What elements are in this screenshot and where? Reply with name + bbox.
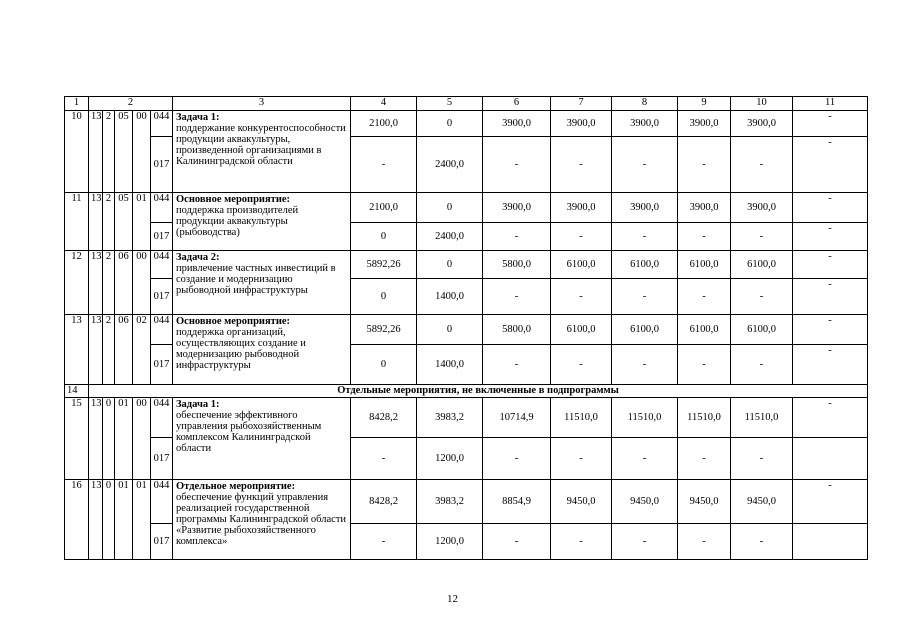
value-cell: -: [551, 345, 612, 385]
value-cell: 9450,0: [551, 480, 612, 524]
value-cell: 6100,0: [731, 315, 793, 345]
row-number: 11: [65, 193, 89, 251]
value-cell: -: [483, 345, 551, 385]
value-cell: 6100,0: [678, 251, 731, 279]
table-row: [65, 315, 868, 345]
table-row: [65, 251, 868, 279]
value-cell: 0: [417, 315, 483, 345]
row-number: 15: [65, 398, 89, 480]
value-cell: 0: [417, 251, 483, 279]
table-row: [65, 480, 868, 524]
value-cell: 3900,0: [483, 193, 551, 223]
value-cell: 9450,0: [612, 480, 678, 524]
value-cell: 6100,0: [612, 315, 678, 345]
value-cell: -: [793, 137, 868, 193]
header-cell: 1: [65, 97, 89, 111]
value-cell: -: [483, 223, 551, 251]
item-title: Задача 1:: [176, 399, 220, 410]
value-cell: 11510,0: [551, 398, 612, 438]
value-cell: 6100,0: [731, 251, 793, 279]
value-cell: 3900,0: [678, 111, 731, 137]
budget-code: 044: [151, 193, 173, 223]
budget-code: 017: [151, 279, 173, 315]
value-cell: -: [678, 524, 731, 560]
value-cell: 2100,0: [351, 111, 417, 137]
value-cell: -: [793, 279, 868, 315]
value-cell: -: [793, 398, 868, 438]
value-cell: 11510,0: [731, 398, 793, 438]
item-title: Основное мероприятие:: [176, 194, 291, 205]
value-cell: -: [551, 279, 612, 315]
value-cell: -: [351, 524, 417, 560]
value-cell: -: [793, 315, 868, 345]
value-cell: -: [731, 279, 793, 315]
description-cell: [173, 480, 351, 560]
code-cell: 13: [89, 398, 103, 480]
value-cell: 5800,0: [483, 315, 551, 345]
value-cell: -: [678, 345, 731, 385]
value-cell: -: [678, 279, 731, 315]
value-cell: 3983,2: [417, 480, 483, 524]
header-cell: 3: [173, 97, 351, 111]
value-cell: -: [612, 438, 678, 480]
code-cell: 13: [89, 111, 103, 193]
row-number: 14: [65, 385, 89, 398]
value-cell: 6100,0: [678, 315, 731, 345]
value-cell: -: [483, 279, 551, 315]
code-cell: 01: [133, 480, 151, 560]
budget-code: 044: [151, 480, 173, 524]
header-cell: 9: [678, 97, 731, 111]
value-cell: 0: [417, 193, 483, 223]
code-cell: 2: [103, 111, 115, 193]
value-cell: -: [793, 480, 868, 524]
code-cell: 06: [115, 251, 133, 315]
value-cell: 11510,0: [612, 398, 678, 438]
value-cell: -: [612, 137, 678, 193]
value-cell: 2400,0: [417, 137, 483, 193]
value-cell: -: [731, 223, 793, 251]
description-cell: [173, 193, 351, 251]
header-cell: 5: [417, 97, 483, 111]
value-cell: 3983,2: [417, 398, 483, 438]
item-title: Отдельное мероприятие:: [176, 481, 296, 492]
page-number: 12: [447, 593, 458, 605]
table-row: [65, 193, 868, 223]
code-cell: 0: [103, 480, 115, 560]
code-cell: 13: [89, 193, 103, 251]
value-cell: 3900,0: [678, 193, 731, 223]
header-cell: 10: [731, 97, 793, 111]
value-cell: -: [793, 345, 868, 385]
value-cell: 0: [351, 345, 417, 385]
value-cell: -: [731, 524, 793, 560]
item-description: поддержка организаций, осуществляющих создание и модернизацию рыбоводной инфраструктуры: [176, 327, 306, 371]
item-description: обеспечение эффективного управления рыбохозяйственным комплексом Калининградской области: [176, 410, 322, 454]
header-cell: 11: [793, 97, 868, 111]
header-cell: 2: [89, 97, 173, 111]
table-row: [65, 398, 868, 438]
value-cell: 8854,9: [483, 480, 551, 524]
value-cell: 6100,0: [551, 315, 612, 345]
value-cell: 2400,0: [417, 223, 483, 251]
value-cell: 0: [351, 223, 417, 251]
code-cell: 06: [115, 315, 133, 385]
row-number: 16: [65, 480, 89, 560]
value-cell: -: [793, 251, 868, 279]
code-cell: 2: [103, 315, 115, 385]
code-cell: 13: [89, 251, 103, 315]
budget-code: 017: [151, 223, 173, 251]
value-cell: 3900,0: [483, 111, 551, 137]
code-cell: 13: [89, 480, 103, 560]
item-title: Основное мероприятие:: [176, 316, 291, 327]
value-cell: 8428,2: [351, 480, 417, 524]
code-cell: 13: [89, 315, 103, 385]
value-cell: -: [731, 345, 793, 385]
value-cell: [793, 524, 868, 560]
budget-code: 044: [151, 111, 173, 137]
section-row: [65, 385, 868, 398]
description-cell: [173, 315, 351, 385]
value-cell: 0: [417, 111, 483, 137]
value-cell: 1400,0: [417, 279, 483, 315]
budget-code: 017: [151, 137, 173, 193]
value-cell: -: [612, 345, 678, 385]
value-cell: -: [551, 524, 612, 560]
value-cell: 3900,0: [551, 193, 612, 223]
code-cell: 2: [103, 193, 115, 251]
code-cell: 01: [133, 193, 151, 251]
value-cell: 11510,0: [678, 398, 731, 438]
value-cell: -: [483, 438, 551, 480]
header-cell: 8: [612, 97, 678, 111]
row-number: 12: [65, 251, 89, 315]
value-cell: 3900,0: [731, 193, 793, 223]
section-title: Отдельные мероприятия, не включенные в подпрограммы: [89, 385, 868, 398]
item-description: обеспечение функций управления реализацией государственной программы Калининградской области «Развитие рыбохозяйственного комплекса»: [176, 492, 347, 547]
value-cell: 6100,0: [612, 251, 678, 279]
value-cell: 0: [351, 279, 417, 315]
budget-code: 044: [151, 251, 173, 279]
code-cell: 00: [133, 111, 151, 193]
value-cell: -: [678, 438, 731, 480]
table-row: [65, 111, 868, 137]
value-cell: 3900,0: [612, 111, 678, 137]
code-cell: 02: [133, 315, 151, 385]
value-cell: 1200,0: [417, 438, 483, 480]
code-cell: 0: [103, 398, 115, 480]
value-cell: -: [612, 223, 678, 251]
value-cell: 8428,2: [351, 398, 417, 438]
value-cell: -: [793, 193, 868, 223]
value-cell: -: [351, 137, 417, 193]
row-number: 10: [65, 111, 89, 193]
header-cell: 7: [551, 97, 612, 111]
item-description: поддержка производителей продукции аквакультуры (рыбоводства): [176, 205, 299, 238]
code-cell: 05: [115, 193, 133, 251]
budget-code: 017: [151, 524, 173, 560]
value-cell: 3900,0: [731, 111, 793, 137]
value-cell: [793, 438, 868, 480]
row-number: 13: [65, 315, 89, 385]
value-cell: 5892,26: [351, 251, 417, 279]
description-cell: [173, 251, 351, 315]
item-title: Задача 1:: [176, 112, 220, 123]
value-cell: -: [551, 438, 612, 480]
header-cell: 4: [351, 97, 417, 111]
value-cell: -: [551, 223, 612, 251]
value-cell: -: [612, 279, 678, 315]
budget-table: [64, 96, 868, 560]
value-cell: -: [612, 524, 678, 560]
budget-code: 017: [151, 345, 173, 385]
item-description: поддержание конкурентоспособности продукции аквакультуры, произведенной организациями в Калининградской области: [176, 123, 346, 167]
value-cell: -: [678, 137, 731, 193]
value-cell: 3900,0: [551, 111, 612, 137]
value-cell: 10714,9: [483, 398, 551, 438]
value-cell: -: [731, 438, 793, 480]
value-cell: 5892,26: [351, 315, 417, 345]
value-cell: 9450,0: [731, 480, 793, 524]
budget-code: 017: [151, 438, 173, 480]
value-cell: -: [678, 223, 731, 251]
header-cell: 6: [483, 97, 551, 111]
value-cell: -: [551, 137, 612, 193]
value-cell: -: [793, 111, 868, 137]
description-cell: [173, 111, 351, 193]
code-cell: 01: [115, 398, 133, 480]
value-cell: -: [483, 524, 551, 560]
description-cell: [173, 398, 351, 480]
value-cell: 1400,0: [417, 345, 483, 385]
code-cell: 2: [103, 251, 115, 315]
item-description: привлечение частных инвестиций в создание и модернизацию рыбоводной инфраструктуры: [176, 263, 336, 296]
value-cell: 5800,0: [483, 251, 551, 279]
code-cell: 05: [115, 111, 133, 193]
value-cell: -: [731, 137, 793, 193]
budget-code: 044: [151, 315, 173, 345]
value-cell: 1200,0: [417, 524, 483, 560]
value-cell: 9450,0: [678, 480, 731, 524]
item-title: Задача 2:: [176, 252, 220, 263]
code-cell: 00: [133, 398, 151, 480]
code-cell: 01: [115, 480, 133, 560]
header-row: [65, 97, 868, 111]
value-cell: -: [483, 137, 551, 193]
value-cell: 6100,0: [551, 251, 612, 279]
value-cell: 3900,0: [612, 193, 678, 223]
value-cell: -: [351, 438, 417, 480]
budget-code: 044: [151, 398, 173, 438]
code-cell: 00: [133, 251, 151, 315]
value-cell: 2100,0: [351, 193, 417, 223]
value-cell: -: [793, 223, 868, 251]
